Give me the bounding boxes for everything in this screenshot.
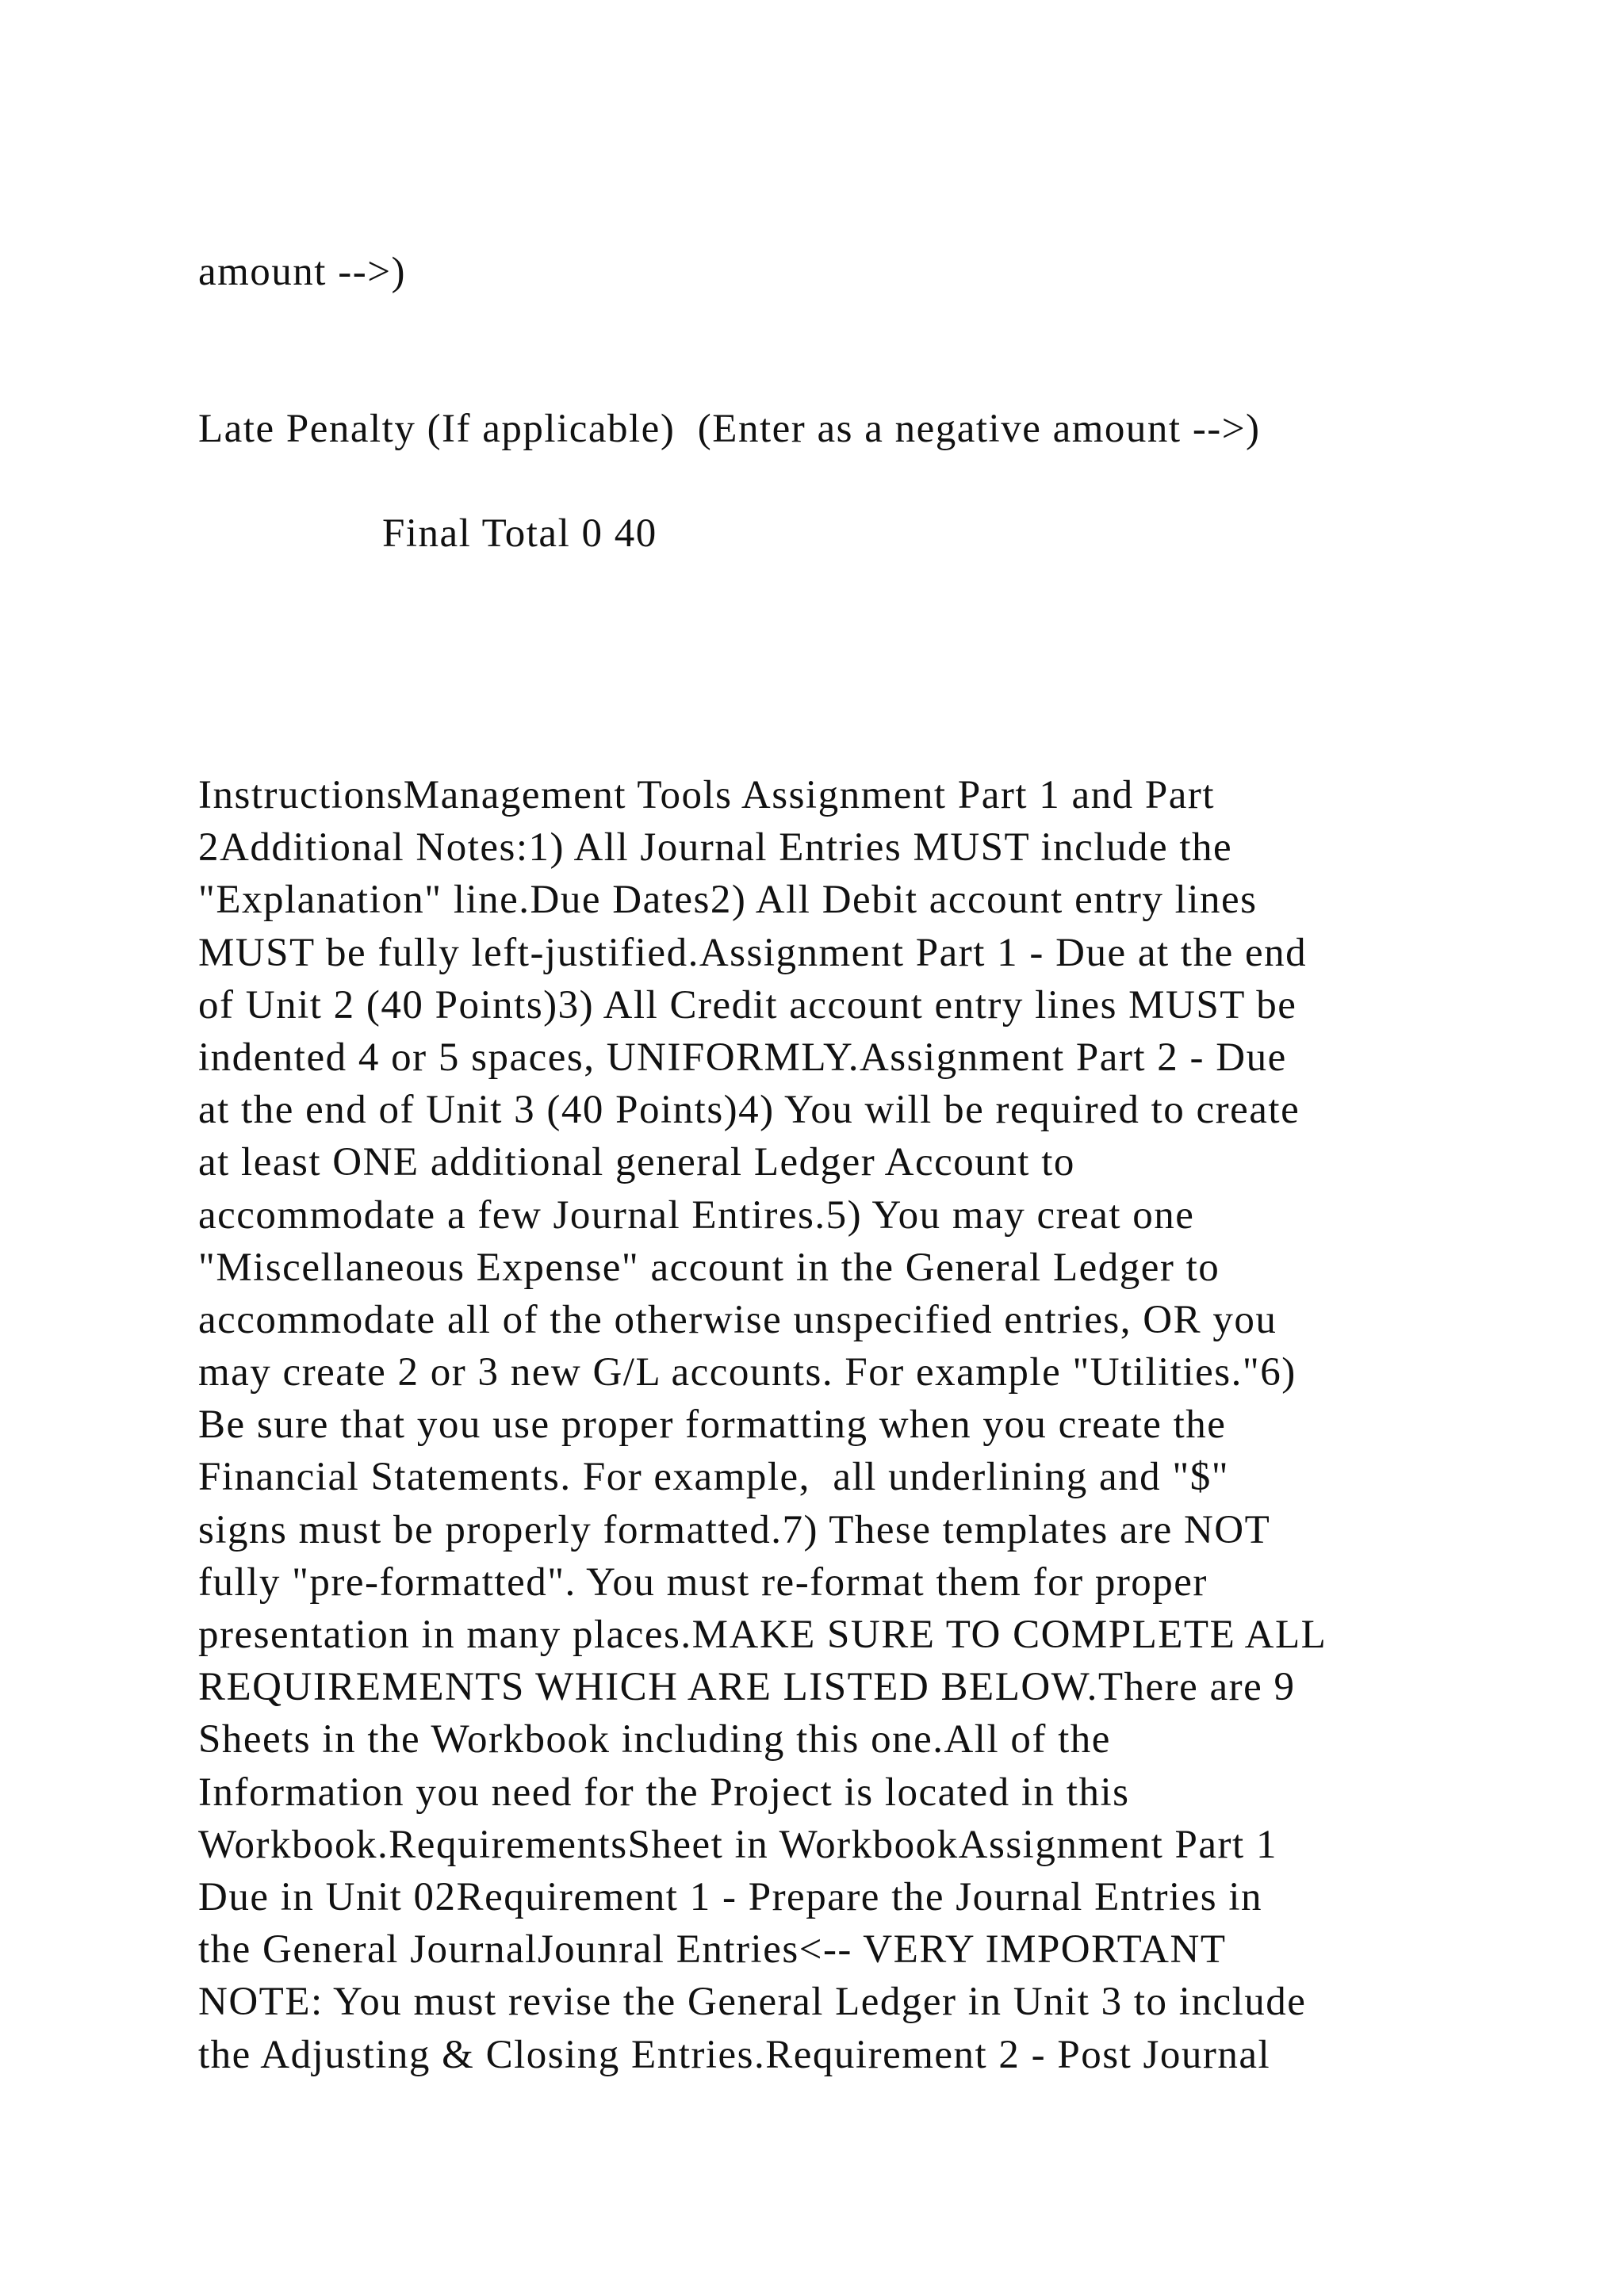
- paragraph-line: 2Additional Notes:1) All Journal Entries MUST include the: [198, 825, 1233, 871]
- final-total-line: Final Total 0 40: [382, 511, 657, 556]
- paragraph-line: "Miscellaneous Expense" account in the General Ledger to: [198, 1245, 1220, 1290]
- paragraph-line: of Unit 2 (40 Points)3) All Credit account entry lines MUST be: [198, 982, 1297, 1027]
- paragraph-line: accommodate all of the otherwise unspecified entries, OR you: [198, 1297, 1277, 1342]
- paragraph-line: presentation in many places.MAKE SURE TO COMPLETE ALL: [198, 1613, 1327, 1657]
- paragraph-line: Financial Statements. For example, all underlining and "$": [198, 1455, 1230, 1500]
- paragraph-line: signs must be properly formatted.7) These templates are NOT: [198, 1507, 1271, 1552]
- paragraph-line: at least ONE additional general Ledger Account to: [198, 1140, 1075, 1185]
- amount-line: amount -->): [198, 250, 406, 294]
- paragraph-line: accommodate a few Journal Entires.5) You may creat one: [198, 1192, 1195, 1238]
- paragraph-line: the General JournalJounral Entries<-- VERY IMPORTANT: [198, 1927, 1227, 1973]
- paragraph-line: REQUIREMENTS WHICH ARE LISTED BELOW.There are 9: [198, 1665, 1296, 1710]
- paragraph-line: NOTE: You must revise the General Ledger in Unit 3 to include: [198, 1980, 1307, 2025]
- paragraph-line: Sheets in the Workbook including this one.All of the: [198, 1717, 1111, 1762]
- paragraph-line: the Adjusting & Closing Entries.Requirement 2 - Post Journal: [198, 2032, 1271, 2077]
- paragraph-line: at the end of Unit 3 (40 Points)4) You will be required to create: [198, 1088, 1300, 1133]
- paragraph-line: Information you need for the Project is located in this: [198, 1770, 1130, 1815]
- paragraph-line: "Explanation" line.Due Dates2) All Debit account entry lines: [198, 878, 1258, 923]
- late-penalty-line: Late Penalty (If applicable) (Enter as a negative amount -->): [198, 407, 1261, 451]
- paragraph-line: MUST be fully left-justified.Assignment Part 1 - Due at the end: [198, 930, 1308, 975]
- paragraph-line: indented 4 or 5 spaces, UNIFORMLY.Assignment Part 2 - Due: [198, 1035, 1287, 1080]
- paragraph-line: Due in Unit 02Requirement 1 - Prepare the Journal Entries in: [198, 1874, 1263, 1919]
- paragraph-line: Be sure that you use proper formatting when you create the: [198, 1402, 1227, 1448]
- paragraph-line: may create 2 or 3 new G/L accounts. For example "Utilities."6): [198, 1350, 1297, 1395]
- paragraph-line: fully "pre-formatted". You must re-format them for proper: [198, 1559, 1208, 1605]
- instructions-paragraph: [198, 769, 1499, 2081]
- paragraph-line: InstructionsManagement Tools Assignment Part 1 and Part: [198, 773, 1216, 817]
- paragraph-line: Workbook.RequirementsSheet in WorkbookAssignment Part 1: [198, 1822, 1277, 1867]
